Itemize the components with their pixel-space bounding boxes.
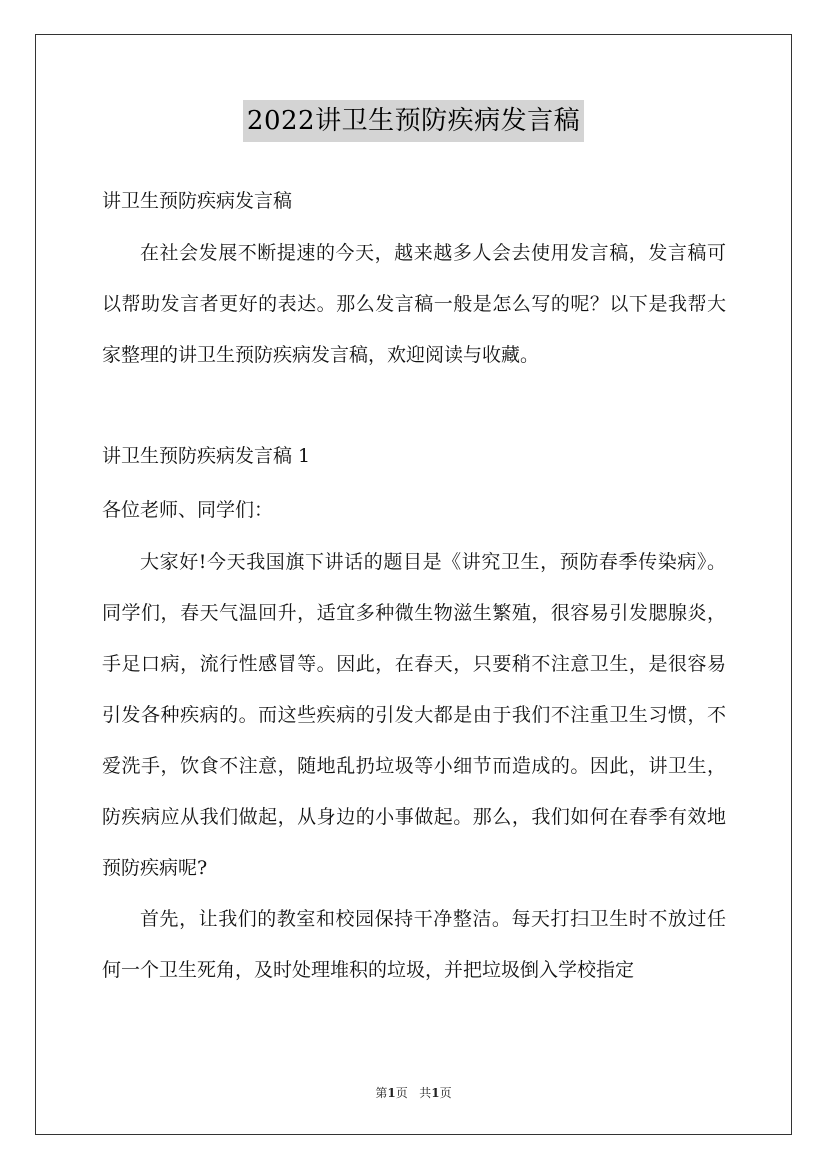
subtitle: 讲卫生预防疾病发言稿 [102,190,293,212]
footer-total-prefix: 共 [419,1086,432,1100]
salutation: 各位老师、同学们： [102,499,274,521]
footer-page-prefix: 第 [375,1086,388,1100]
body-paragraph: 大家好!今天我国旗下讲话的题目是《讲究卫生，预防春季传染病》。同学们，春天气温回升，适宜多种微生物滋生繁殖，很容易引发腮腺炎，手足口病，流行性感冒等。因此，在春天，只要稍不注意卫生，是很容易引发各种疾病的。而这些疾病的引发大都是由于我们不注重卫生习惯，不爱洗手，饮食不注意，随地乱扔垃圾等小细节而造成的。因此，讲卫生，防疾病应从我们做起，从身边的小事做起。那么，我们如何在春季有效地预防疾病呢? [102,551,726,879]
document-title: 2022讲卫生预防疾病发言稿 [243,100,584,142]
footer-total-suffix: 页 [439,1086,452,1100]
title-container [0,100,827,142]
intro-paragraph: 在社会发展不断提速的今天，越来越多人会去使用发言稿，发言稿可以帮助发言者更好的表达。那么发言稿一般是怎么写的呢？以下是我帮大家整理的讲卫生预防疾病发言稿，欢迎阅读与收藏。 [102,242,726,366]
spacer [102,381,726,429]
footer-page-suffix: 页 [395,1086,408,1100]
footer-total-number: 1 [431,1086,440,1100]
document-body [102,174,726,996]
footer-page-number: 1 [387,1086,396,1100]
section-heading: 讲卫生预防疾病发言稿 1 [102,445,311,467]
body-paragraph: 首先，让我们的教室和校园保持干净整洁。每天打扫卫生时不放过任何一个卫生死角，及时处理堆积的垃圾，并把垃圾倒入学校指定 [102,908,726,981]
page-footer [0,1084,827,1101]
